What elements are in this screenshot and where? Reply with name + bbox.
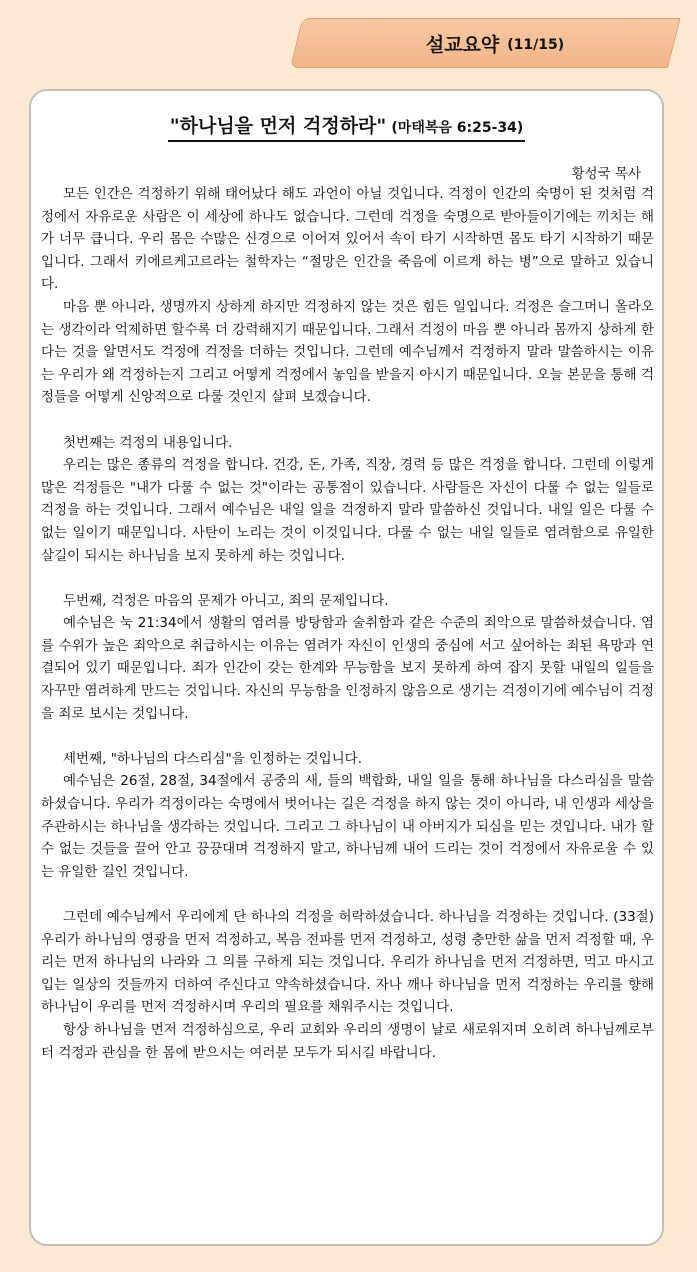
scripture-reference: (마태복음 6:25-34) [391,120,524,136]
sermon-paragraph: 세번째, "하나님의 다스리심"을 인정하는 것입니다. [63,750,362,767]
sermon-paragraph: 마음 뿐 아니라, 생명까지 상하게 하지만 걱정하지 않는 것은 힘든 일입니다. 걱정은 슬그머니 올라오는 생각이라 억제하면 할수록 더 강력해지기 때문입니다. 그래서 걱정이 마음 뿐 아니라 몸까지 상하게 한다는 것을 알면서도 걱정에 걱정을 더하는 것입니다. 그런데 예수님께서 걱정하지 말라 말씀하시는 이유는 우리가 왜 걱정하는지 그리고 어떻게 걱정에서 놓임을 받을지 아시기 때문입니다. 오늘 본문을 통해 걱정들을 어떻게 신앙적으로 다룰 것인지 살펴 보겠습니다. [41,298,654,406]
sermon-paragraph: 예수님은 26절, 28절, 34절에서 공중의 새, 들의 백합화, 내일 일을 통해 하나님을 다스리심을 말씀하셨습니다. 우리가 걱정이라는 숙명에서 벗어나는 길은 걱정을 하지 않는 것이 아니라, 내 인생과 세상을 주관하시는 하나님을 생각하는 것입니다. 그리고 그 하나님이 내 아버지가 되심을 믿는 것입니다. 내가 할 수 없는 것들을 끌어 안고 끙끙대며 걱정하지 말고, 하나님께 내어 드리는 것이 걱정에서 자유로울 수 있는 유일한 길인 것입니다. [41,773,654,880]
sermon-paragraph: 그런데 예수님께서 우리에게 단 하나의 걱정을 허락하셨습니다. 하나님을 걱정하는 것입니다. (33절)우리가 하나님의 영광을 먼저 걱정하고, 복음 전파를 먼저 걱정하고, 성령 충만한 삶을 먼저 걱정할 때, 우리는 먼저 하나님의 나라와 그 의를 구하게 되는 것입니다. 우리가 하나님을 먼저 걱정하면, 먹고 마시고 입는 일상의 것들까지 더하여 주신다고 약속하셨습니다. 자나 깨나 하나님을 먼저 걱정하는 우리를 향해 하나님이 우리를 먼저 걱정하시며 우리의 필요를 채워주시는 것입니다. [41,909,654,1016]
sermon-paragraph: 두번째, 걱정은 마음의 문제가 아니고, 죄의 문제입니다. [63,592,389,609]
header-title [330,18,660,68]
author: 황성국 목사 [571,166,641,182]
sermon-title-underlined [168,111,526,142]
sermon-paragraph: 항상 하나님을 먼저 걱정하심으로, 우리 교회와 우리의 생명이 날로 새로워지며 오히려 하나님께로부터 걱정과 관심을 한 몸에 받으시는 여러분 모두가 되시길 바랍니다. [41,1021,654,1061]
sermon-paragraph: 예수님은 눅 21:34에서 생활의 염려를 방탕함과 술취함과 같은 수준의 죄악으로 말씀하셨습니다. 염를 수위가 높은 죄악으로 취급하시는 이유는 염려가 자신이 인생의 중심에 서고 싶어하는 죄된 욕망과 연결되어 있기 때문입니다. 죄가 인간이 갖는 한계와 무능함을 보지 못하게 하여 잡지 못할 내일의 일들을 자꾸만 염려하게 만드는 것입니다. 자신의 무능함을 인정하지 않음으로 생기는 걱정이기에 예수님이 걱정을 죄로 보시는 것입니다. [41,615,654,722]
paragraph-spacer [41,409,654,432]
header-title-text: 설교요약 [425,33,500,56]
sermon-card [29,89,664,1246]
sermon-paragraph: 첫번째는 걱정의 내용입니다. [63,434,233,451]
sermon-title-text: "하나님을 먼저 걱정하라" [169,115,387,137]
sermon-title [31,111,662,142]
paragraph-spacer [41,567,654,590]
sermon-body [41,183,654,1064]
paragraph-spacer [41,725,654,748]
sermon-paragraph: 모든 인간은 걱정하기 위해 태어났다 해도 과언이 아닐 것입니다. 걱정이 인간의 숙명이 된 것처럼 걱정에서 자유로운 사람은 이 세상에 하나도 없습니다. 그런데 걱정을 숙명으로 받아들이기에는 끼치는 해가 너무 큽니다. 우리 몸은 수많은 신경으로 이어져 있어서 속이 타기 시작하면 몸도 타기 시작하기 때문입니다. 그래서 키에르케고르라는 철학자는 “절망은 인간을 죽음에 이르게 하는 병”으로 말하고 있습니다. [41,186,654,293]
sermon-paragraph: 우리는 많은 종류의 걱정을 합니다. 건강, 돈, 가족, 직장, 경력 등 많은 걱정을 합니다. 그런데 이렇게 많은 걱정들은 "내가 다룰 수 없는 것"이라는 공통점이 있습니다. 사람들은 자신이 다룰 수 없는 일들로 걱정을 하는 것입니다. 그래서 예수님은 내일 일을 걱정하지 말라 말씀하신 것입니다. 내일 일은 다룰 수 없는 일이기 때문입니다. 사탄이 노리는 것이 이것입니다. 다룰 수 없는 내일 일들로 염려함으로 유일한 살길이 되시는 하나님을 보지 못하게 하는 것입니다. [41,457,654,564]
header-date: (11/15) [507,36,565,53]
paragraph-spacer [41,883,654,906]
